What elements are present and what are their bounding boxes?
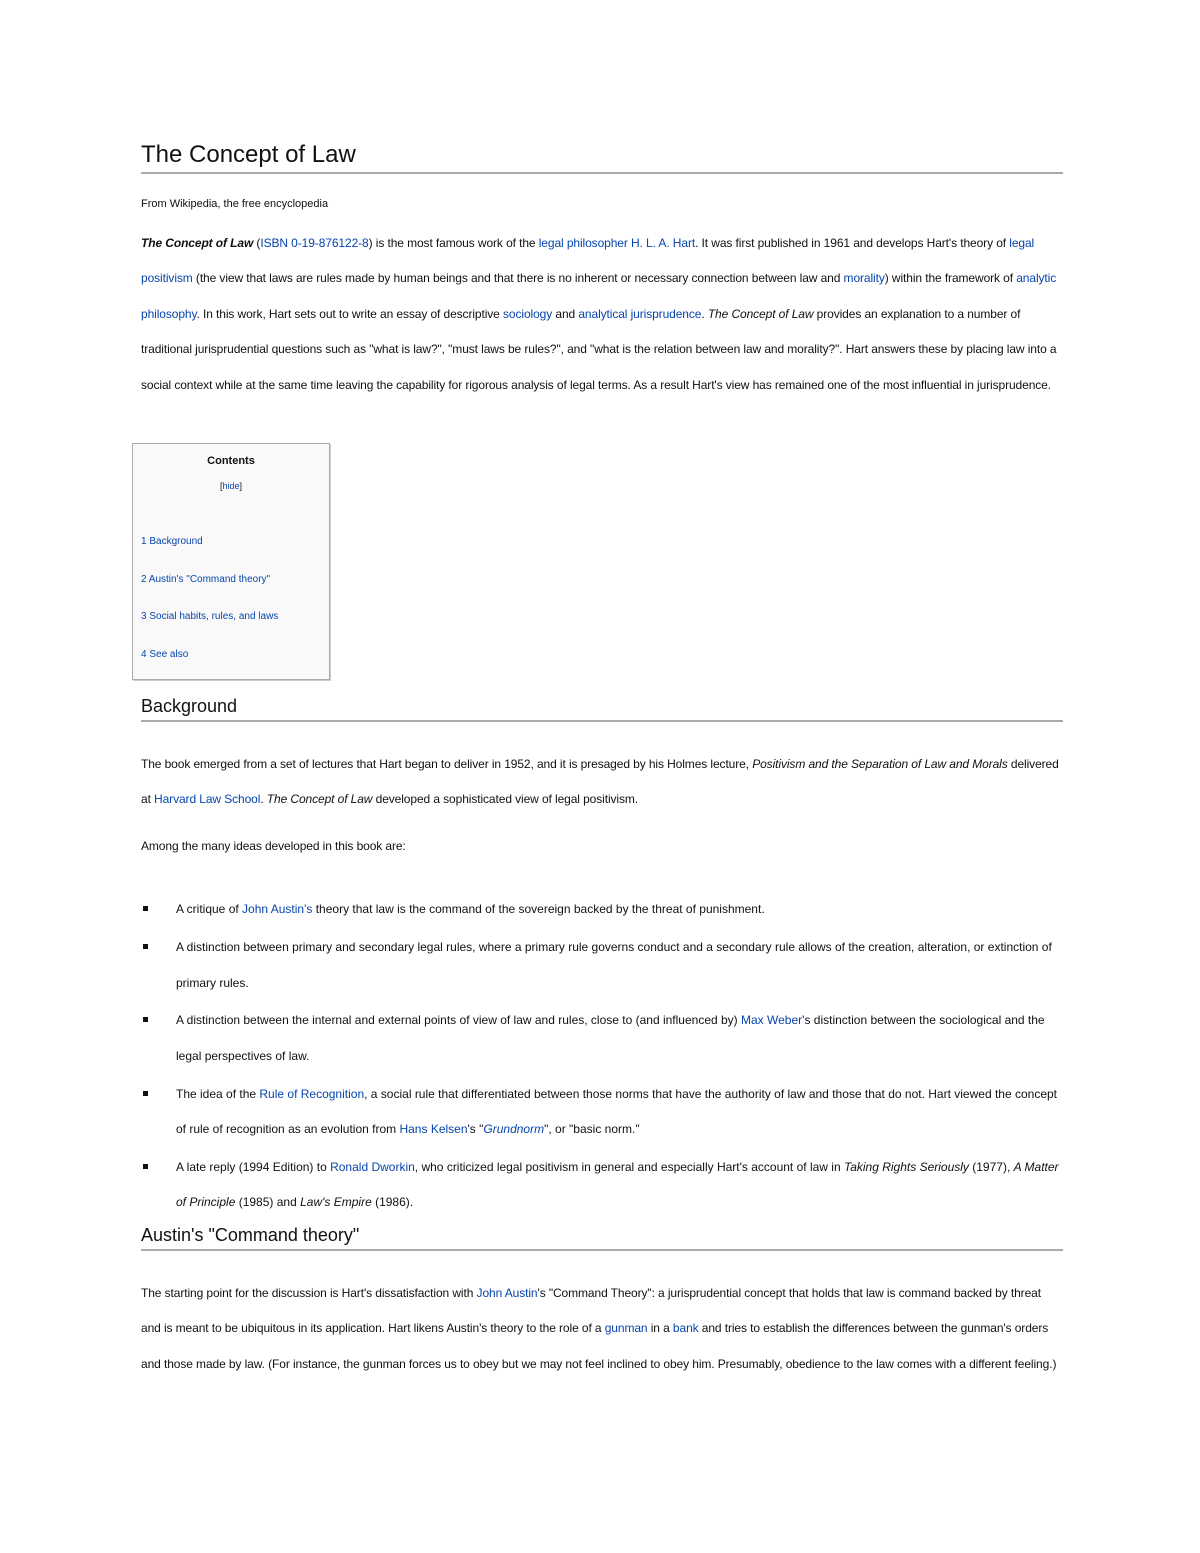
background-paragraph-2: Among the many ideas developed in this book are: (141, 838, 406, 853)
toc-hide-toggle (133, 481, 329, 491)
analytic-philosophy-link[interactable]: analytic philosophy (141, 271, 1057, 321)
harvard-law-school-link[interactable]: Harvard Law School (154, 792, 261, 807)
grundnorm-link[interactable] (483, 1122, 544, 1136)
text: A distinction between primary and secondary legal rules, where a primary rule governs conduct and a secondary rule allows of the creation, alteration, or extinction of primary rules. (176, 940, 1052, 990)
table-of-contents (132, 443, 330, 680)
text: , who criticized legal positivism in general and especially Hart's account of law in (414, 1160, 844, 1175)
text: 's distinction between the sociological and the legal perspectives of law. (176, 1013, 1045, 1063)
toc-link-background[interactable]: 1 Background (141, 536, 203, 547)
intro-title-ref: The Concept of Law (141, 236, 254, 250)
ideas-list (141, 892, 1063, 1221)
gunman-link[interactable]: gunman (604, 1321, 648, 1336)
text: The book emerged from a set of lectures that Hart began to deliver in 1952, and it is presaged by his Holmes lecture, (141, 757, 753, 771)
toc-link-social-habits[interactable]: 3 Social habits, rules, and laws (141, 611, 279, 623)
ronald-dworkin-link[interactable]: Ronald Dworkin (330, 1160, 415, 1175)
bracket: ] (239, 481, 243, 491)
list-item (141, 1077, 1063, 1148)
text: ) is the most famous work of the (368, 236, 539, 250)
text: A distinction between the internal and external points of view of law and rules, close to (and influenced by) (176, 1013, 742, 1028)
background-paragraph-1 (141, 747, 1063, 818)
text: A late reply (1994 Edition) to (176, 1160, 331, 1175)
text: and (552, 306, 579, 321)
text: provides an explanation to a number of traditional jurisprudential questions such as "what is law?", "must laws be rules?", and "what is the relation between law and morality?". Hart answers these by placing law into a social context while at the same time leaving the capability for rigorous analysis of legal terms. As a result Hart's view has remained one of the most influential in jurisprudence. (141, 306, 1057, 392)
sociology-link[interactable]: sociology (503, 306, 553, 321)
section-heading-background: Background (141, 695, 1063, 722)
max-weber-link[interactable]: Max Weber (741, 1013, 803, 1028)
isbn-link[interactable]: ISBN 0-19-876122-8 (260, 236, 369, 250)
text: delivered at (141, 757, 1059, 807)
text: A critique of (176, 902, 243, 917)
hart-link[interactable]: H. L. A. Hart (631, 236, 696, 250)
bracket: [ (219, 481, 223, 491)
analytical-jurisprudence-link[interactable]: analytical jurisprudence (578, 306, 702, 321)
text: ) within the framework of (884, 271, 1017, 286)
toc-hide-link[interactable]: hide (222, 481, 240, 491)
text: . It was first published in 1961 and develops Hart's theory of (695, 236, 1010, 250)
title-ref: A Matter of Principle (176, 1160, 1059, 1210)
toc-item (141, 610, 329, 648)
list-item (141, 1003, 1063, 1074)
john-austin-link[interactable]: John Austin's (242, 902, 313, 917)
text: . In this work, Hart sets out to write an essay of descriptive (196, 306, 503, 321)
morality-link[interactable]: morality (843, 271, 885, 286)
text: (1985) and (235, 1195, 301, 1210)
text: (1986). (371, 1195, 414, 1210)
list-item (141, 930, 1063, 1001)
toc-list (141, 535, 329, 686)
section-heading-austin: Austin's "Command theory" (141, 1224, 1063, 1251)
title-ref: The Concept of Law (707, 306, 814, 321)
john-austin-link-2[interactable]: John Austin (476, 1286, 538, 1300)
grundnorm-text: Grundnorm (483, 1122, 545, 1137)
toc-item (141, 648, 329, 686)
page-subtitle: From Wikipedia, the free encyclopedia (141, 198, 329, 210)
list-item (141, 892, 1063, 927)
text: developed a sophisticated view of legal positivism. (372, 792, 639, 807)
title-ref: Taking Rights Seriously (843, 1160, 969, 1175)
text: . (260, 792, 267, 807)
toc-item (141, 573, 329, 611)
hans-kelsen-link[interactable]: Hans Kelsen (399, 1122, 468, 1137)
text: in a (647, 1321, 673, 1336)
intro-paragraph (141, 226, 1063, 403)
text: (1977), (968, 1160, 1014, 1175)
title-ref: Positivism and the Separation of Law and Morals (752, 757, 1008, 771)
title-ref: Law's Empire (300, 1195, 372, 1210)
legal-philosopher-link[interactable]: legal philosopher (538, 236, 628, 250)
legal-positivism-link[interactable]: legal positivism (141, 236, 1035, 286)
title-ref: The Concept of Law (266, 792, 373, 807)
text: (the view that laws are rules made by human beings and that there is no inherent or necessary connection between law and (192, 271, 844, 286)
bullet-icon (143, 944, 148, 949)
text: ", or "basic norm." (544, 1122, 640, 1137)
page-title: The Concept of Law (141, 140, 1063, 174)
bullet-icon (143, 1164, 148, 1169)
text: and tries to establish the differences between the gunman's orders and those made by law. (For instance, the gunman forces us to obey but we may not feel inclined to obey him. Presumably, obedience to the law comes with a different feeling.) (141, 1321, 1057, 1371)
text: theory that law is the command of the sovereign backed by the threat of punishment. (312, 902, 765, 917)
article-header (141, 140, 1063, 403)
text: 's " (467, 1122, 484, 1137)
text: 's "Command Theory": a jurisprudential concept that holds that law is command backed by threat and is meant to be ubiquitous in its application. Hart likens Austin's theory to the role of a (141, 1286, 1041, 1336)
toc-link-see-also[interactable]: 4 See also (141, 649, 189, 661)
text: The starting point for the discussion is Hart's dissatisfaction with (141, 1286, 477, 1300)
bullet-icon (143, 1091, 148, 1096)
bullet-icon (143, 906, 148, 911)
text: ( (253, 236, 261, 250)
bullet-icon (143, 1017, 148, 1022)
austin-paragraph-1 (141, 1276, 1063, 1382)
bank-link[interactable]: bank (672, 1321, 699, 1336)
list-item (141, 1150, 1063, 1221)
toc-title: Contents (207, 455, 255, 467)
section-austin (141, 1224, 1063, 1382)
text: The idea of the (176, 1086, 260, 1101)
toc-link-austin[interactable]: 2 Austin's "Command theory" (141, 573, 271, 585)
text: , a social rule that differentiated between those norms that have the authority of law and those that do not. Hart viewed the concept of rule of recognition as an evolution from (176, 1086, 1057, 1137)
text: . (701, 306, 708, 321)
toc-item (141, 535, 329, 573)
section-background (141, 695, 1063, 1223)
rule-of-recognition-link[interactable]: Rule of Recognition (259, 1086, 365, 1101)
